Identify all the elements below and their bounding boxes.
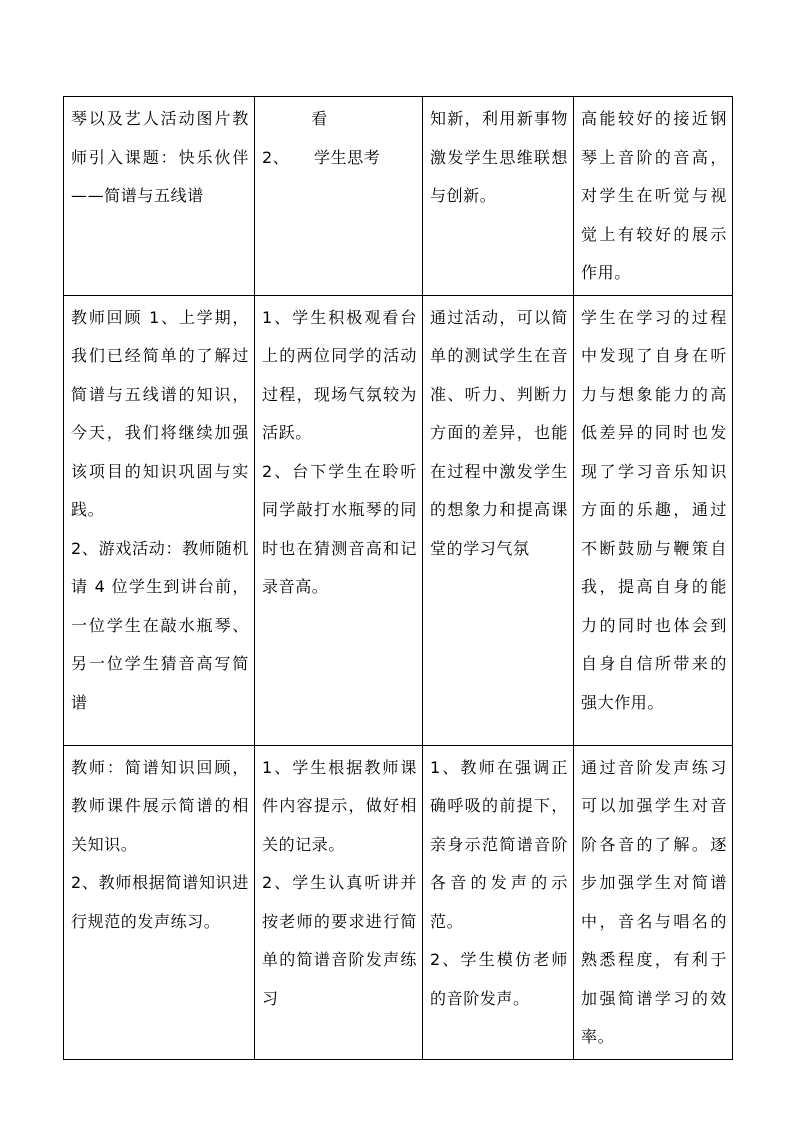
student-activity-cell <box>255 97 423 296</box>
design-intent-cell <box>423 295 574 745</box>
design-intent-cell <box>423 97 574 296</box>
cell-paragraph: 学生在学习的过程中发现了自身在听力与想象能力的高低差异的同时也发现了学习音乐知识方面的乐趣，通过不断鼓励与鞭策自我，提高自身的能力的同时也体会到自身自信所带来的强大作用。 <box>581 307 727 712</box>
student-activity-cell <box>255 295 423 745</box>
teacher-activity-cell <box>64 97 255 296</box>
table-row <box>64 745 733 1059</box>
cell-paragraph: 2、教师根据简谱知识进行规范的发声练习。 <box>71 873 249 931</box>
cell-paragraph: 2、台下学生在聆听同学敲打水瓶琴的同时也在猜测音高和记录音高。 <box>262 461 417 596</box>
cell-paragraph: 教师：简谱知识回顾，教师课件展示简谱的相关知识。 <box>71 757 249 854</box>
cell-paragraph: 1、教师在强调正确呼吸的前提下，亲身示范简谱音阶各音的发声的示范。 <box>430 757 568 931</box>
cell-paragraph: 通过活动，可以简单的测试学生在音准、听力、判断力方面的差异，也能在过程中激发学生的想象力和提高课堂的学习气氛 <box>430 307 568 558</box>
student-activity-cell <box>255 745 423 1059</box>
lesson-plan-table <box>63 96 733 1060</box>
cell-paragraph: 高能较好的接近钢琴上音阶的音高，对学生在听觉与视觉上有较好的展示作用。 <box>581 109 727 282</box>
cell-paragraph: 教师回顾 1、上学期，我们已经简单的了解过简谱与五线谱的知识，今天，我们将继续加强该项目的知识巩固与实践。 <box>71 307 249 519</box>
teacher-activity-cell <box>64 745 255 1059</box>
cell-paragraph: 知新，利用新事物激发学生思维联想与创新。 <box>430 109 568 205</box>
cell-paragraph: 2、学生认真听讲并按老师的要求进行简单的简谱音阶发声练习 <box>262 873 417 1008</box>
cell-paragraph: 2、游戏活动：教师随机请 4 位学生到讲台前，一位学生在敲水瓶琴、另一位学生猜音高写简谱 <box>71 538 249 712</box>
effect-cell <box>574 745 733 1059</box>
table-row <box>64 295 733 745</box>
teacher-activity-cell <box>64 295 255 745</box>
design-intent-cell <box>423 745 574 1059</box>
cell-paragraph: 1、学生积极观看台上的两位同学的活动过程，现场气氛较为活跃。 <box>262 307 417 442</box>
cell-paragraph: 1、学生根据教师课件内容提示，做好相关的记录。 <box>262 757 417 854</box>
cell-paragraph: 看 <box>311 109 328 128</box>
effect-cell <box>574 295 733 745</box>
cell-paragraph <box>262 139 417 178</box>
table-row <box>64 97 733 296</box>
item-number: 2、 <box>262 147 290 167</box>
cell-paragraph: 琴以及艺人活动图片教师引入课题：快乐伙伴——简谱与五线谱 <box>71 109 249 205</box>
item-text: 学生思考 <box>314 147 381 167</box>
cell-paragraph: 2、学生模仿老师的音阶发声。 <box>430 950 568 1008</box>
effect-cell <box>574 97 733 296</box>
cell-paragraph: 通过音阶发声练习可以加强学生对音阶各音的了解。逐步加强学生对简谱中，音名与唱名的熟悉程度，有利于加强简谱学习的效率。 <box>581 757 727 1046</box>
